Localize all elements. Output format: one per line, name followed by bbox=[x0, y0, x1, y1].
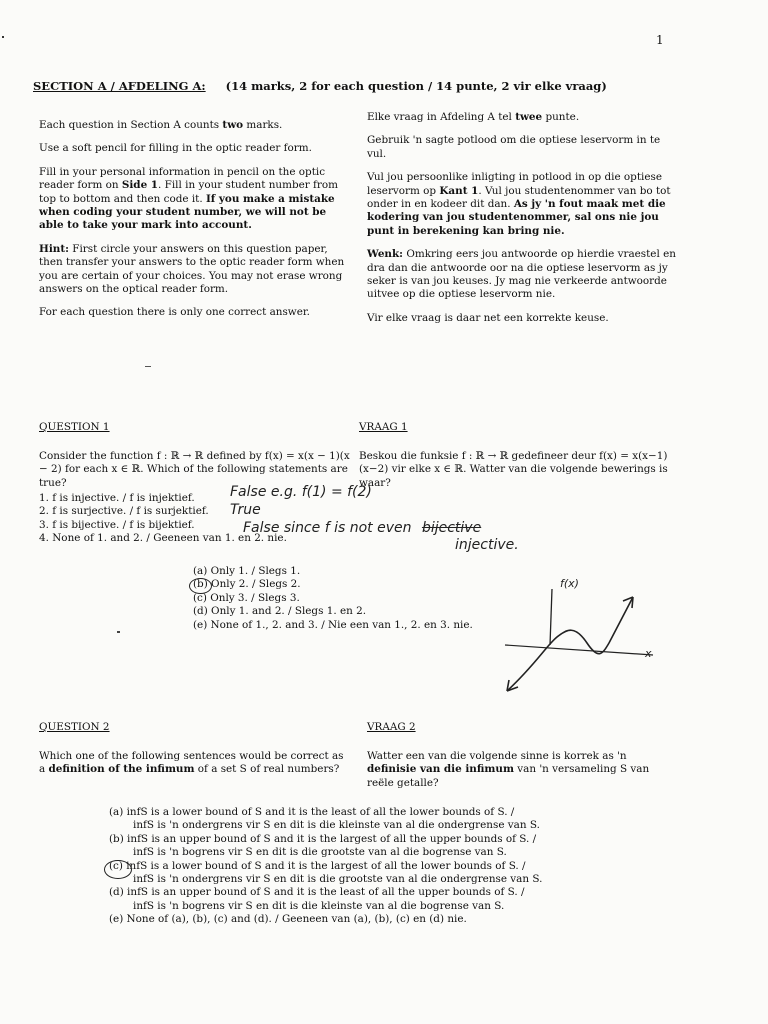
q2-option-c[interactable]: (c) infS is a lower bound of S and it is the largest of all the lower bounds of S. / bbox=[109, 859, 526, 872]
q1-text-en: Consider the function f : ℝ → ℝ defined by f(x) = x(x − 1)(x − 2) for each x ∈ ℝ. Which of the following statements are true? bbox=[39, 450, 350, 489]
scan-speck bbox=[2, 36, 4, 38]
q1-statements bbox=[39, 492, 287, 546]
scan-speck bbox=[117, 631, 120, 633]
q1-text-af: Beskou die funksie f : ℝ → ℝ gedefineer deur f(x) = x(x−1)(x−2) vir elke x ∈ ℝ. Watter van die volgende bewerings is waar? bbox=[359, 450, 668, 489]
q1-option-a[interactable]: (a) Only 1. / Slegs 1. bbox=[193, 565, 301, 577]
instr-en-p4: Hint: First circle your answers on this question paper, then transfer your answers to the optic reader form when you are certain of your choices. You may not erase wrong answers on the optical reader form. bbox=[39, 242, 345, 296]
q2-heading-af: VRAAG 2 bbox=[367, 721, 416, 733]
q2-text-en: Which one of the following sentences would be correct as a definition of the infimum of a set S of real numbers? bbox=[39, 750, 344, 776]
page-number: 1 bbox=[656, 33, 664, 47]
instr-af-p3: Vul jou persoonlike inligting in potlood in op die optiese leservorm op Kant 1. Vul jou studentenommer van bo tot onder in en kodeer dit dan. As jy 'n fout maak met die kodering van jou studentenommer, sal ons nie jou punt in berekening kan bring nie. bbox=[367, 171, 671, 237]
instructions-af bbox=[367, 111, 679, 335]
section-header bbox=[33, 79, 607, 93]
q2-heading-en: QUESTION 2 bbox=[39, 721, 110, 733]
q1-heading-af: VRAAG 1 bbox=[359, 421, 408, 433]
q2-options bbox=[109, 806, 542, 927]
q2-option-e[interactable]: (e) None of (a), (b), (c) and (d). / Geeneen van (a), (b), (c) en (d) nie. bbox=[109, 913, 467, 926]
q1-note-2: True bbox=[230, 502, 261, 518]
q1-option-d[interactable]: (d) Only 1. and 2. / Slegs 1. en 2. bbox=[193, 605, 366, 618]
section-title: SECTION A / AFDELING A: bbox=[33, 79, 206, 93]
instr-en-p2: Use a soft pencil for filling in the optic reader form. bbox=[39, 142, 312, 155]
instr-en-p5: For each question there is only one correct answer. bbox=[39, 306, 310, 319]
q1-note-3: False since f is not even bijective bbox=[243, 520, 482, 536]
q1-statement-1: 1. f is injective. / f is injektief. bbox=[39, 492, 195, 504]
q1-axis-label: x bbox=[645, 647, 652, 660]
q1-statement-2: 2. f is surjective. / f is surjektief. bbox=[39, 505, 209, 518]
q1-options bbox=[193, 565, 473, 632]
q2-option-b-af: infS is 'n bogrens vir S en dit is die grootste van al die bogrense van S. bbox=[133, 846, 507, 859]
instr-af-p2: Gebruik 'n sagte potlood om die optiese leservorm in te vul. bbox=[367, 134, 661, 160]
q1-graph-label: f(x) bbox=[560, 577, 579, 590]
q2-option-d[interactable]: (d) infS is an upper bound of S and it is the least of all the upper bounds of S. / bbox=[109, 886, 525, 899]
q1-statement-3: 3. f is bijective. / f is bijektief. bbox=[39, 518, 195, 531]
instr-en-p1: Each question in Section A counts two marks. bbox=[39, 119, 283, 131]
q1-answer-circle bbox=[189, 578, 212, 594]
q1-note-1: False e.g. f(1) = f(2) bbox=[230, 484, 372, 500]
q1-sketch-graph bbox=[495, 575, 670, 700]
q2-text-af: Watter een van die volgende sinne is korrek as 'n definisie van die infimum van 'n versameling S van reële getalle? bbox=[367, 750, 650, 789]
q2-option-d-af: infS is 'n bogrens vir S en dit is die kleinste van al die bogrense van S. bbox=[133, 899, 505, 912]
q2-option-c-af: infS is 'n ondergrens vir S en dit is die grootste van al die ondergrense van S. bbox=[133, 873, 543, 886]
q1-note-3-struck: bijective bbox=[421, 520, 482, 536]
q1-heading-en: QUESTION 1 bbox=[39, 421, 110, 433]
instr-en-p3: Fill in your personal information in pencil on the optic reader form on Side 1. Fill in your student number from top to bottom and then code it. If you make a mistake when coding your student number, we will not be able to take your mark into account. bbox=[39, 165, 338, 232]
scan-speck bbox=[145, 366, 151, 367]
q2-option-a[interactable]: (a) infS is a lower bound of S and it is the least of all the lower bounds of S. / bbox=[109, 806, 515, 818]
instr-af-p4: Wenk: Omkring eers jou antwoorde op hierdie vraestel en dra dan die antwoorde oor na die optiese leservorm as jy seker is van jou keuses. Jy mag nie verkeerde antwoorde uitvee op die optiese leservorm nie. bbox=[367, 248, 676, 301]
instructions-en bbox=[39, 119, 352, 330]
q1-note-4: injective. bbox=[455, 537, 519, 553]
q2-answer-circle bbox=[104, 860, 132, 879]
instr-af-p1: Elke vraag in Afdeling A tel twee punte. bbox=[367, 111, 580, 123]
q1-option-b[interactable]: (b) Only 2. / Slegs 2. bbox=[193, 578, 301, 591]
section-marks: (14 marks, 2 for each question / 14 punte, 2 vir elke vraag) bbox=[225, 79, 607, 93]
q1-statement-4: 4. None of 1. and 2. / Geeneen van 1. en 2. nie. bbox=[39, 532, 287, 545]
q1-option-c[interactable]: (c) Only 3. / Slegs 3. bbox=[193, 591, 300, 604]
q2-option-a-af: infS is 'n ondergrens vir S en dit is die kleinste van al die ondergrense van S. bbox=[133, 819, 540, 832]
q2-option-b[interactable]: (b) infS is an upper bound of S and it is the largest of all the upper bounds of S. / bbox=[109, 832, 537, 845]
q1-option-e[interactable]: (e) None of 1., 2. and 3. / Nie een van 1., 2. en 3. nie. bbox=[193, 618, 473, 631]
instr-af-p5: Vir elke vraag is daar net een korrekte keuse. bbox=[367, 311, 609, 324]
